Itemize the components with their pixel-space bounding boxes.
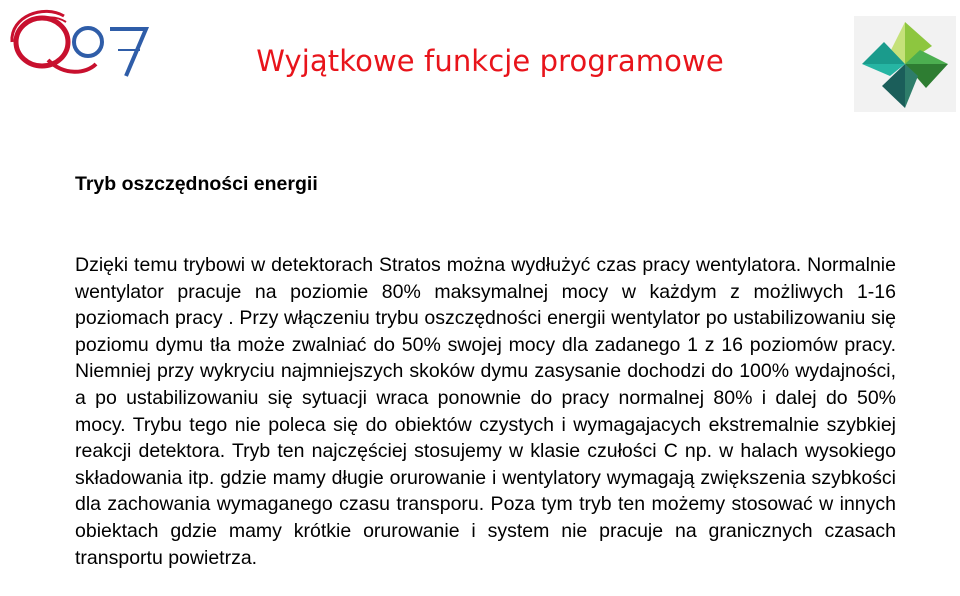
section-heading: Tryb oszczędności energii	[75, 173, 318, 195]
body-paragraph: Dzięki temu trybowi w detektorach Stratos można wydłużyć czas pracy wentylatora. Normalnie wentylator pracuje na poziomie 80% maksymalnej mocy w każdym z możliwych 1-16 poziomach pracy . Przy włączeniu trybu oszczędności energii wentylator po ustabilizowaniu się poziomu dymu tła może zwalniać do 50% swojej mocy dla zadanego 1 z 16 poziomów pracy. Niemniej przy wykryciu najmniejszych skoków dymu zasysanie dochodzi do 100% wydajności, a po ustabilizowaniu się sytuacji wraca ponownie do pracy normalnej 80% i dalej do 50% mocy. Trybu tego nie poleca się do obiektów czystych i wymagajacych ekstremalnie szybkiej reakcji detektora. Tryb ten najczęściej stosujemy w klasie czułości C np. w halach wysokiego składowania itp. gdzie mamy długie orurowanie i wentylatory wymagają zwiększenia szybkości dla zachowania wymaganego czasu transporu. Poza tym tryb ten możemy stosować w innych obiektach gdzie mamy krótkie orurowanie i system nie pracuje na granicznych czasach transportu powietrza.	[75, 254, 896, 569]
slide-title: Wyjątkowe funkcje programowe	[256, 44, 724, 78]
pinwheel-logo	[854, 16, 956, 112]
